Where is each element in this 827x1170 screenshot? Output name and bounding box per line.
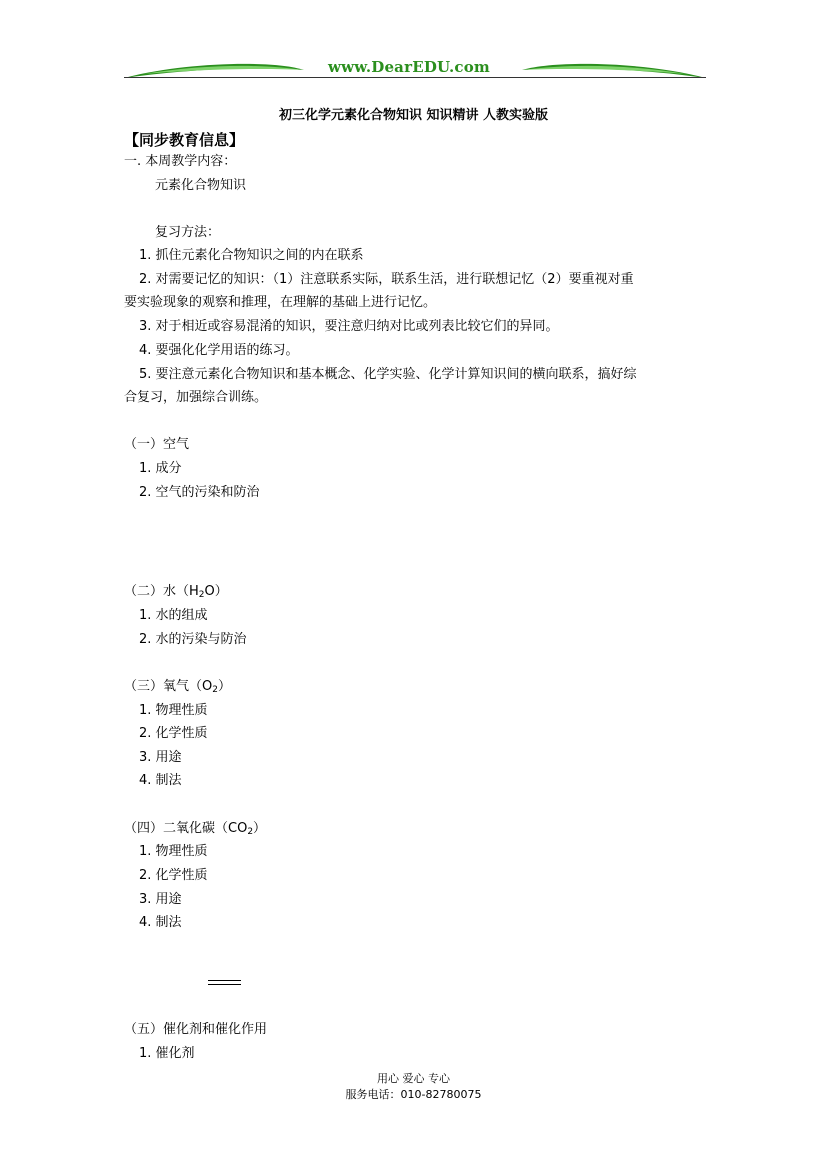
site-logo-text[interactable]: www.DearEDU.com	[327, 58, 490, 76]
s2-heading-prefix: （二）水（H	[124, 584, 199, 599]
method-item-2: 2. 对需要记忆的知识：（1）注意联系实际，联系生活，进行联想记忆（2）要重视对重	[139, 272, 634, 287]
s3-heading-suffix: ）	[217, 679, 231, 694]
s4-item-1: 1. 物理性质	[139, 844, 208, 859]
s5-heading: （五）催化剂和催化作用	[124, 1022, 268, 1037]
method-label: 复习方法：	[155, 225, 221, 240]
equals-line-bottom	[208, 984, 241, 985]
s3-heading	[124, 678, 231, 696]
s5-item-1: 1. 催化剂	[139, 1046, 195, 1061]
s4-heading	[124, 820, 266, 838]
s3-item-1: 1. 物理性质	[139, 703, 208, 718]
method-item-4: 4. 要强化化学用语的练习。	[139, 343, 299, 358]
equals-line-top	[208, 980, 241, 981]
s3-item-2: 2. 化学性质	[139, 726, 208, 741]
document-title: 初三化学元素化合物知识 知识精讲 人教实验版	[278, 108, 549, 123]
footer-motto: 用心 爱心 专心	[377, 1072, 450, 1085]
right-swoosh	[522, 64, 706, 78]
s2-item-1: 1. 水的组成	[139, 608, 208, 623]
s3-item-4: 4. 制法	[139, 773, 182, 788]
left-swoosh	[124, 64, 304, 78]
section-title: 【同步教育信息】	[124, 131, 245, 149]
s3-heading-prefix: （三）氧气（O	[124, 679, 213, 694]
method-item-1: 1. 抓住元素化合物知识之间的内在联系	[139, 248, 364, 263]
header-divider	[124, 77, 706, 78]
method-item-5-cont: 合复习，加强综合训练。	[124, 390, 268, 405]
s2-heading-suffix: O）	[204, 584, 228, 599]
s1-heading: （一）空气	[124, 437, 190, 452]
s4-heading-sub: 2	[247, 827, 254, 837]
footer-phone: 服务电话：010-82780075	[345, 1088, 482, 1101]
s1-item-1: 1. 成分	[139, 461, 182, 476]
part1-topic: 元素化合物知识	[155, 178, 247, 193]
s4-item-3: 3. 用途	[139, 892, 182, 907]
s3-heading-sub: 2	[212, 685, 218, 695]
s1-item-2: 2. 空气的污染和防治	[139, 485, 260, 500]
s2-heading-sub: 2	[198, 590, 205, 600]
s4-heading-prefix: （四）二氧化碳（CO	[124, 821, 248, 836]
s2-item-2: 2. 水的污染与防治	[139, 632, 247, 647]
method-item-5: 5. 要注意元素化合物知识和基本概念、化学实验、化学计算知识间的横向联系，搞好综	[139, 367, 637, 382]
s3-item-3: 3. 用途	[139, 750, 182, 765]
method-item-3: 3. 对于相近或容易混淆的知识，要注意归纳对比或列表比较它们的异同。	[139, 319, 559, 334]
s4-heading-suffix: ）	[253, 821, 267, 836]
s4-item-2: 2. 化学性质	[139, 868, 208, 883]
part1-heading: 一. 本周教学内容：	[124, 154, 237, 169]
s2-heading	[124, 583, 228, 601]
method-item-2-cont: 要实验现象的观察和推理，在理解的基础上进行记忆。	[124, 295, 437, 310]
s4-item-4: 4. 制法	[139, 915, 182, 930]
